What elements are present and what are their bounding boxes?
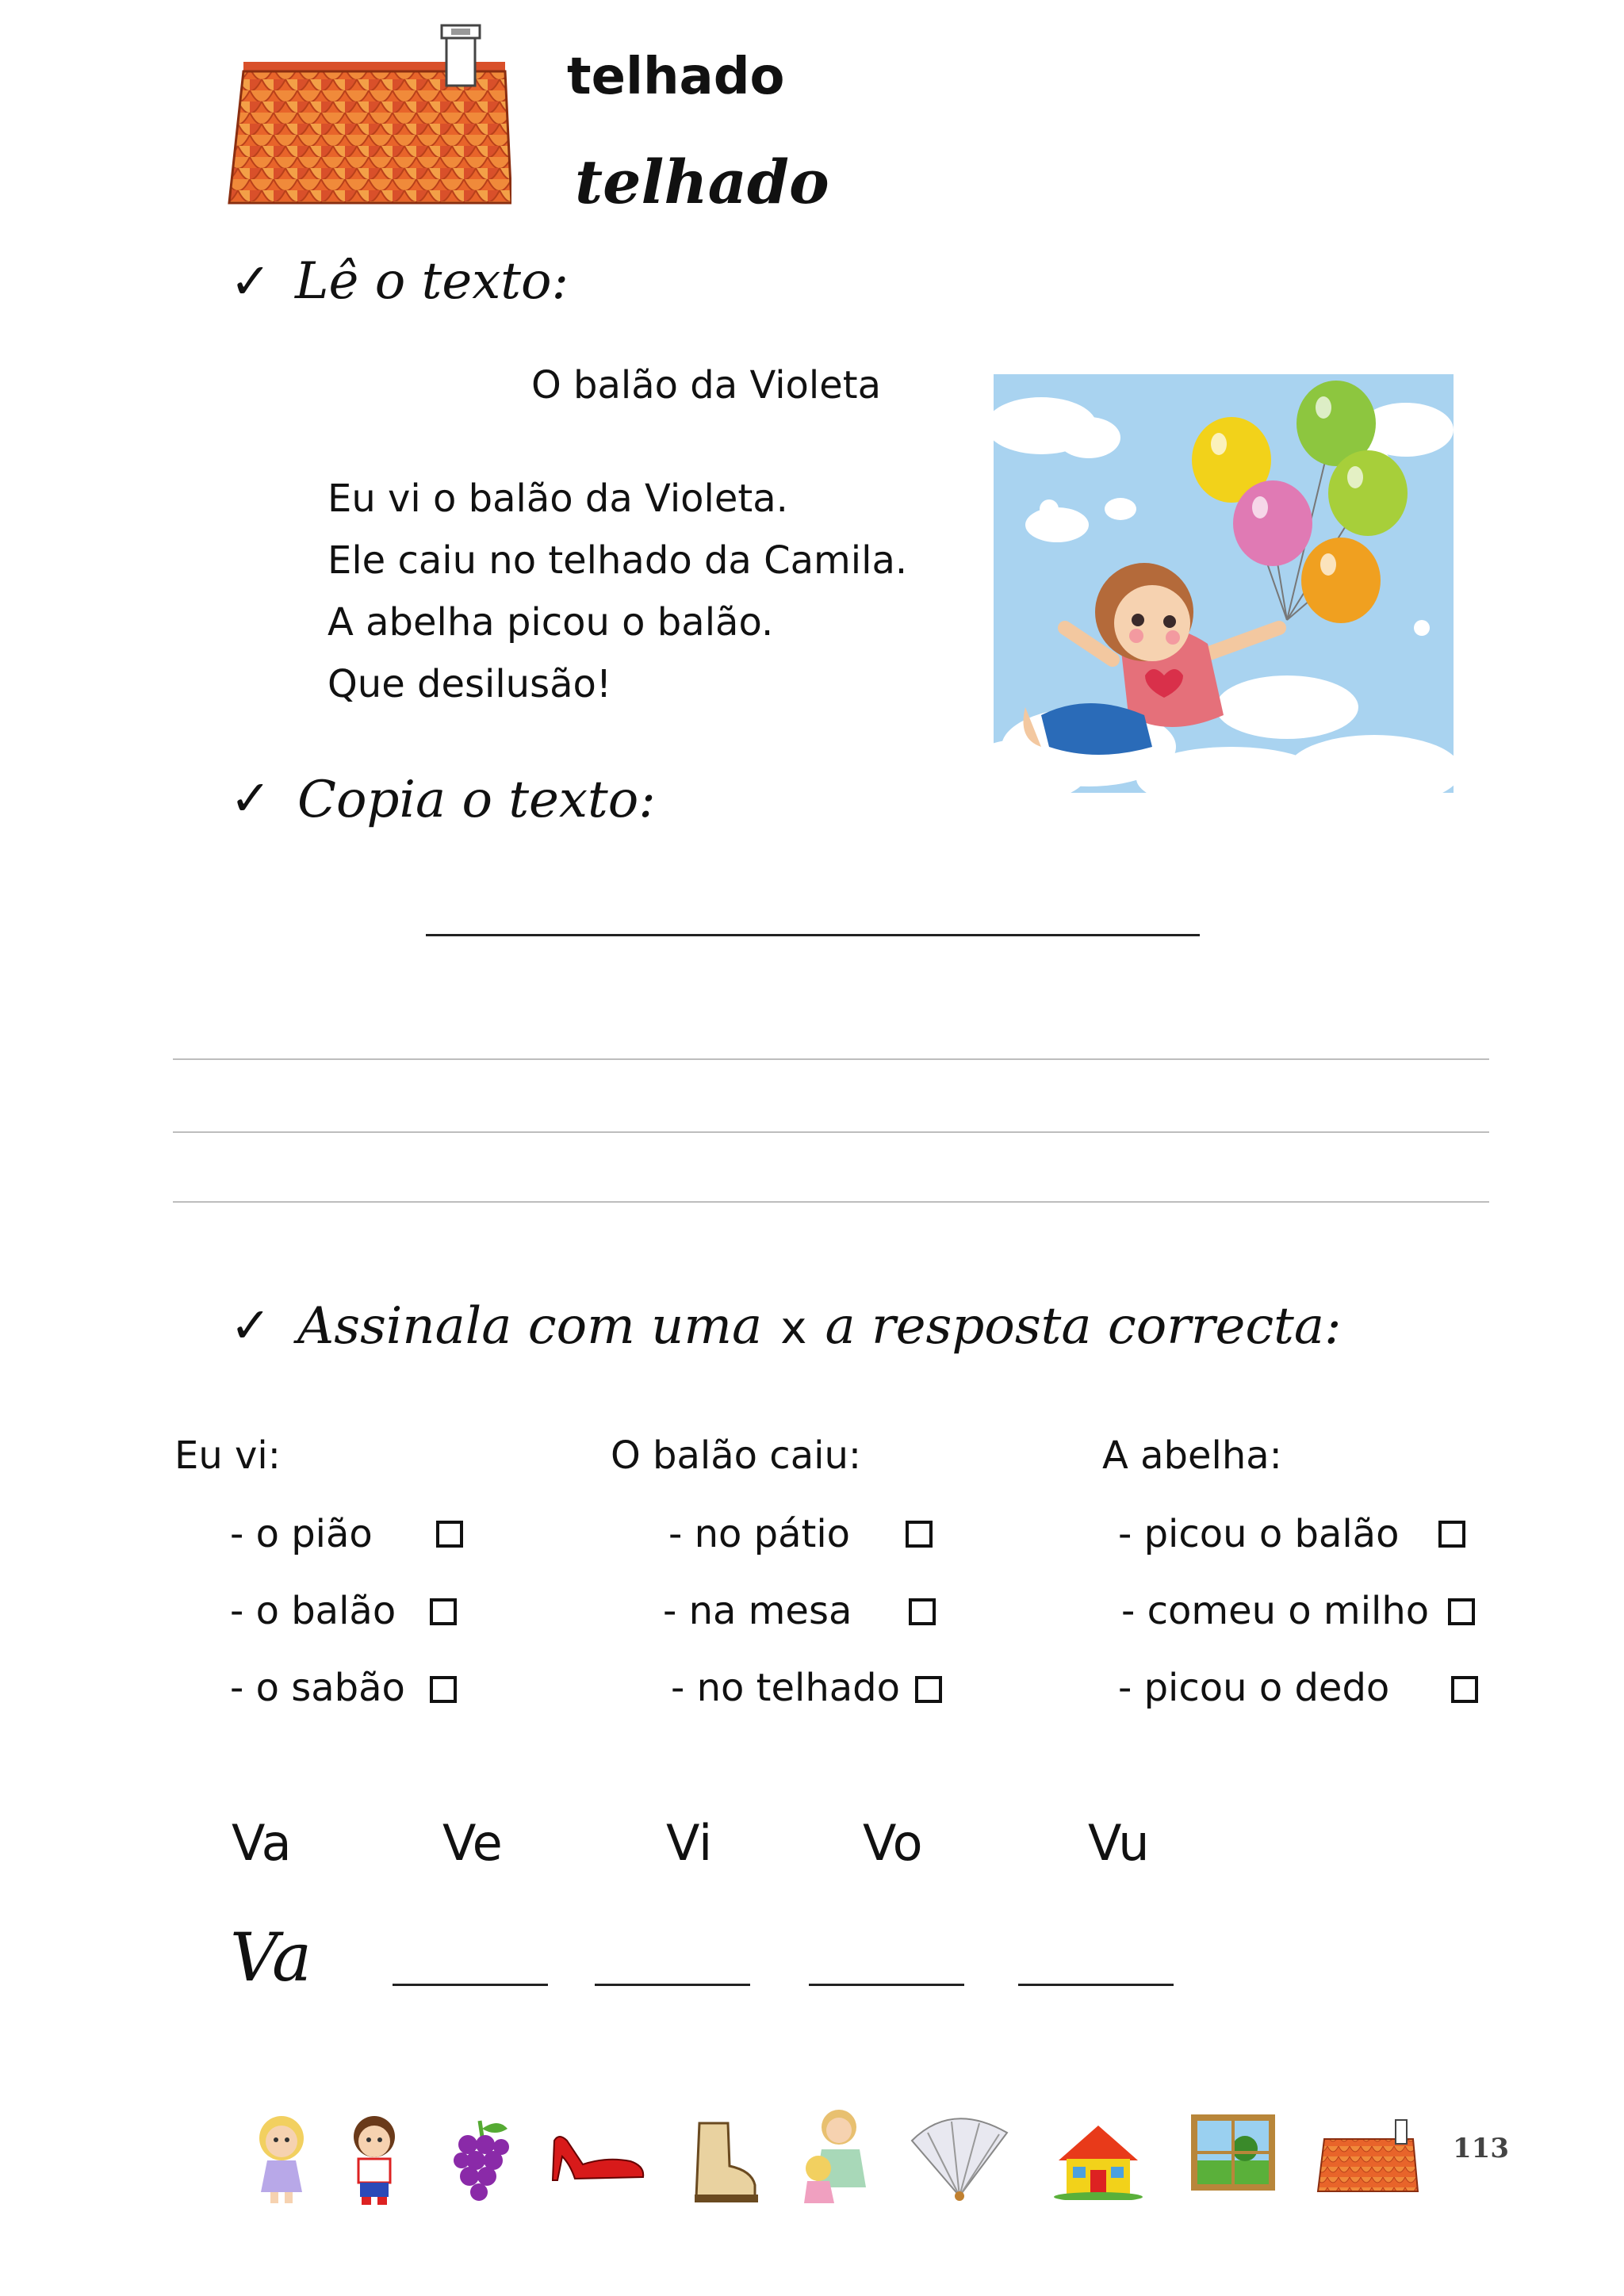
story-line: Que desilusão! <box>327 662 612 706</box>
title-word-print: telhado <box>567 48 785 106</box>
girl-icon <box>250 2113 313 2211</box>
quiz-option-label: - picou o balão <box>1118 1512 1400 1556</box>
fan-icon <box>904 2109 1015 2207</box>
syllable-writing-line[interactable] <box>393 1984 548 1986</box>
quiz-checkbox[interactable] <box>1438 1521 1465 1548</box>
title-word-cursive: telhado <box>575 147 829 217</box>
quiz-option-label: - o sabão <box>230 1666 405 1710</box>
copy-instruction: Copia o texto: <box>297 771 656 829</box>
quiz-checkbox[interactable] <box>1448 1598 1475 1625</box>
copy-line[interactable] <box>173 1058 1489 1060</box>
quiz-question-1: Eu vi: <box>174 1433 281 1478</box>
roof-icon <box>1316 2115 1419 2198</box>
syllable-writing-line[interactable] <box>809 1984 964 1986</box>
syllable-print: Vu <box>1088 1814 1150 1872</box>
syllable-print: Ve <box>442 1814 503 1872</box>
quiz-checkbox[interactable] <box>436 1521 463 1548</box>
quiz-checkbox[interactable] <box>430 1598 457 1625</box>
quiz-option-label: - o balão <box>230 1589 396 1633</box>
boot-icon <box>688 2118 760 2209</box>
syllable-writing-line[interactable] <box>595 1984 750 1986</box>
quiz-question-3: A abelha: <box>1102 1433 1282 1478</box>
grapes-icon <box>444 2117 515 2207</box>
story-line: Ele caiu no telhado da Camila. <box>327 538 908 583</box>
quiz-instruction-x: x <box>780 1303 807 1354</box>
copy-line[interactable] <box>173 1131 1489 1133</box>
quiz-option-label: - no pátio <box>668 1512 851 1556</box>
quiz-checkbox[interactable] <box>1451 1676 1478 1703</box>
story-text <box>327 468 907 715</box>
quiz-checkbox[interactable] <box>430 1676 457 1703</box>
quiz-instruction-part1: Assinala com uma <box>297 1297 763 1356</box>
syllable-cursive-example: Va <box>230 1919 312 1996</box>
page-number: 113 <box>1453 2133 1509 2164</box>
quiz-option-label: - comeu o milho <box>1121 1589 1430 1633</box>
quiz-instruction <box>297 1297 1342 1356</box>
children-icon <box>793 2105 880 2211</box>
quiz-option-label: - na mesa <box>663 1589 852 1633</box>
roof-illustration <box>226 24 511 206</box>
quiz-checkbox[interactable] <box>906 1521 933 1548</box>
quiz-checkbox[interactable] <box>909 1598 936 1625</box>
window-icon <box>1189 2113 1277 2195</box>
story-line: Eu vi o balão da Violeta. <box>327 476 788 521</box>
checkmark-icon: ✓ <box>230 252 271 310</box>
syllable-print: Va <box>232 1814 292 1872</box>
quiz-instruction-part2: a resposta correcta: <box>825 1297 1342 1356</box>
copy-title-line[interactable] <box>426 934 1200 936</box>
copy-line[interactable] <box>173 1201 1489 1203</box>
syllable-print: Vo <box>863 1814 923 1872</box>
house-icon <box>1051 2121 1146 2203</box>
quiz-option-label: - picou o dedo <box>1118 1666 1390 1710</box>
quiz-checkbox[interactable] <box>915 1676 942 1703</box>
read-instruction: Lê o texto: <box>295 252 569 311</box>
balloon-girl-illustration <box>994 374 1454 793</box>
quiz-question-2: O balão caiu: <box>611 1433 862 1478</box>
story-title: O balão da Violeta <box>531 363 882 408</box>
checkmark-icon: ✓ <box>230 1296 271 1354</box>
syllable-writing-line[interactable] <box>1018 1984 1174 1986</box>
syllable-print: Vi <box>666 1814 713 1872</box>
boy-icon <box>343 2113 406 2211</box>
red-shoe-icon <box>551 2133 646 2191</box>
story-line: A abelha picou o balão. <box>327 600 774 645</box>
quiz-option-label: - o pião <box>230 1512 373 1556</box>
checkmark-icon: ✓ <box>230 769 271 827</box>
quiz-option-label: - no telhado <box>671 1666 900 1710</box>
